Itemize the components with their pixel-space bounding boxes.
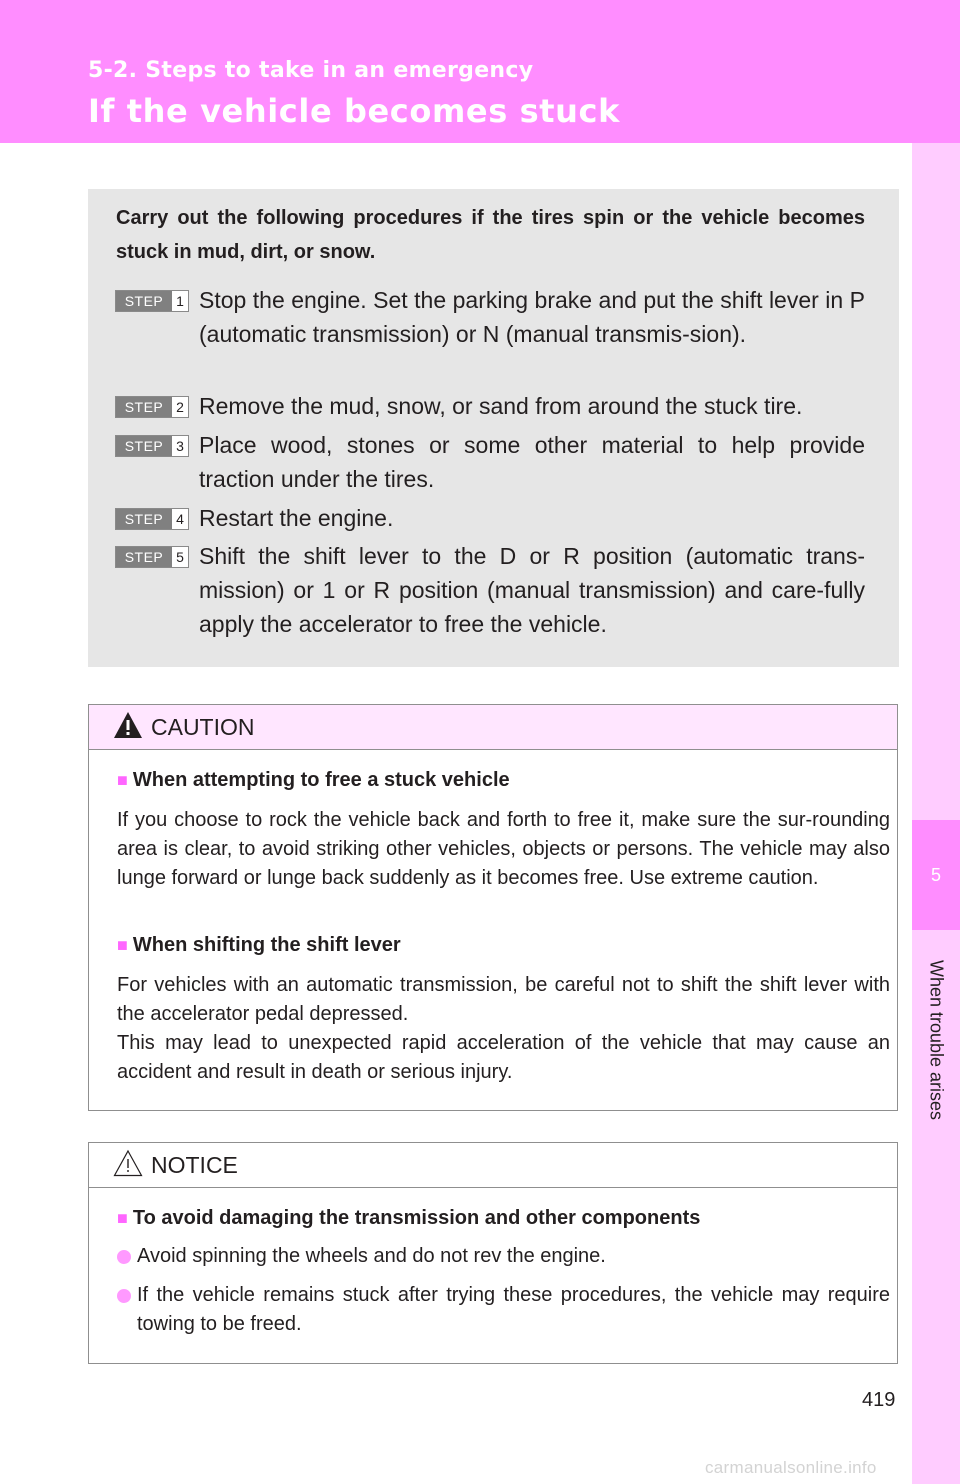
warning-outline-icon — [113, 1149, 143, 1177]
circle-bullet-icon — [117, 1289, 131, 1303]
chapter-side-tab — [912, 143, 960, 1484]
notice-box — [88, 1142, 898, 1364]
step-label: STEP — [116, 436, 172, 456]
step-number: 3 — [176, 438, 184, 454]
step-number: 5 — [176, 549, 184, 565]
notice-title: NOTICE — [151, 1152, 238, 1178]
step-text: Place wood, stones or some other material to help provide traction under the tires. — [199, 432, 865, 492]
procedure-intro: Carry out the following procedures if the tires spin or the vehicle becomes stuck in mud, dirt, or snow. — [116, 207, 865, 263]
caution-heading-text: When attempting to free a stuck vehicle — [132, 769, 510, 791]
notice-bullet-text: If the vehicle remains stuck after trying these procedures, the vehicle may require towing to be freed. — [137, 1284, 890, 1335]
step-badge — [115, 508, 189, 530]
caution-heading-text: When shifting the shift lever — [132, 934, 401, 956]
step-label: STEP — [116, 291, 172, 311]
page-number: 419 — [862, 1389, 896, 1411]
caution-heading — [117, 934, 401, 957]
warning-icon — [113, 711, 143, 739]
step-number: 2 — [176, 399, 184, 415]
square-bullet-icon: ■ — [117, 1208, 128, 1228]
notice-bullet — [117, 1242, 890, 1271]
step-text: Restart the engine. — [199, 505, 394, 531]
step-badge — [115, 396, 189, 418]
watermark: carmanualsonline.info — [705, 1458, 877, 1477]
page-title: If the vehicle becomes stuck — [88, 92, 620, 130]
notice-bullet — [117, 1281, 890, 1339]
caution-title: CAUTION — [151, 714, 255, 740]
notice-header — [89, 1143, 897, 1188]
caution-text: If you choose to rock the vehicle back and forth to free it, make sure the sur-rounding area is clear, to avoid striking other vehicles, objects or persons. The vehicle may also lunge forward or lunge back suddenly as it becomes free. Use extreme caution. — [117, 809, 890, 889]
caution-box — [88, 704, 898, 1111]
caution-heading — [117, 769, 510, 792]
square-bullet-icon: ■ — [117, 770, 128, 790]
page-header — [0, 0, 960, 143]
notice-bullet-text: Avoid spinning the wheels and do not rev the engine. — [137, 1245, 606, 1267]
notice-heading-text: To avoid damaging the transmission and other components — [132, 1207, 701, 1229]
caution-text: This may lead to unexpected rapid acceleration of the vehicle that may cause an accident and result in death or serious injury. — [117, 1032, 890, 1083]
procedure-box — [88, 189, 899, 667]
step-badge — [115, 290, 189, 312]
step-number: 1 — [176, 293, 184, 309]
step-text: Shift the shift lever to the D or R position (automatic trans-mission) or 1 or R position (manual transmission) and care-fully apply the accelerator to free the vehicle. — [199, 543, 865, 637]
square-bullet-icon: ■ — [117, 935, 128, 955]
chapter-number: 5 — [912, 820, 960, 930]
step-badge — [115, 546, 189, 568]
step-label: STEP — [116, 397, 172, 417]
caution-header — [89, 705, 897, 750]
step-text: Stop the engine. Set the parking brake and put the shift lever in P (automatic transmission) or N (manual transmis-sion). — [199, 287, 865, 347]
step-label: STEP — [116, 547, 172, 567]
section-label: 5-2. Steps to take in an emergency — [88, 58, 534, 83]
chapter-title: When trouble arises — [926, 959, 947, 1121]
step-text: Remove the mud, snow, or sand from around the stuck tire. — [199, 393, 803, 419]
step-badge — [115, 435, 189, 457]
step-number: 4 — [176, 511, 184, 527]
circle-bullet-icon — [117, 1250, 131, 1264]
step-label: STEP — [116, 509, 172, 529]
caution-text: For vehicles with an automatic transmission, be careful not to shift the shift lever with the accelerator pedal depressed. — [117, 974, 890, 1025]
notice-heading — [117, 1207, 700, 1230]
